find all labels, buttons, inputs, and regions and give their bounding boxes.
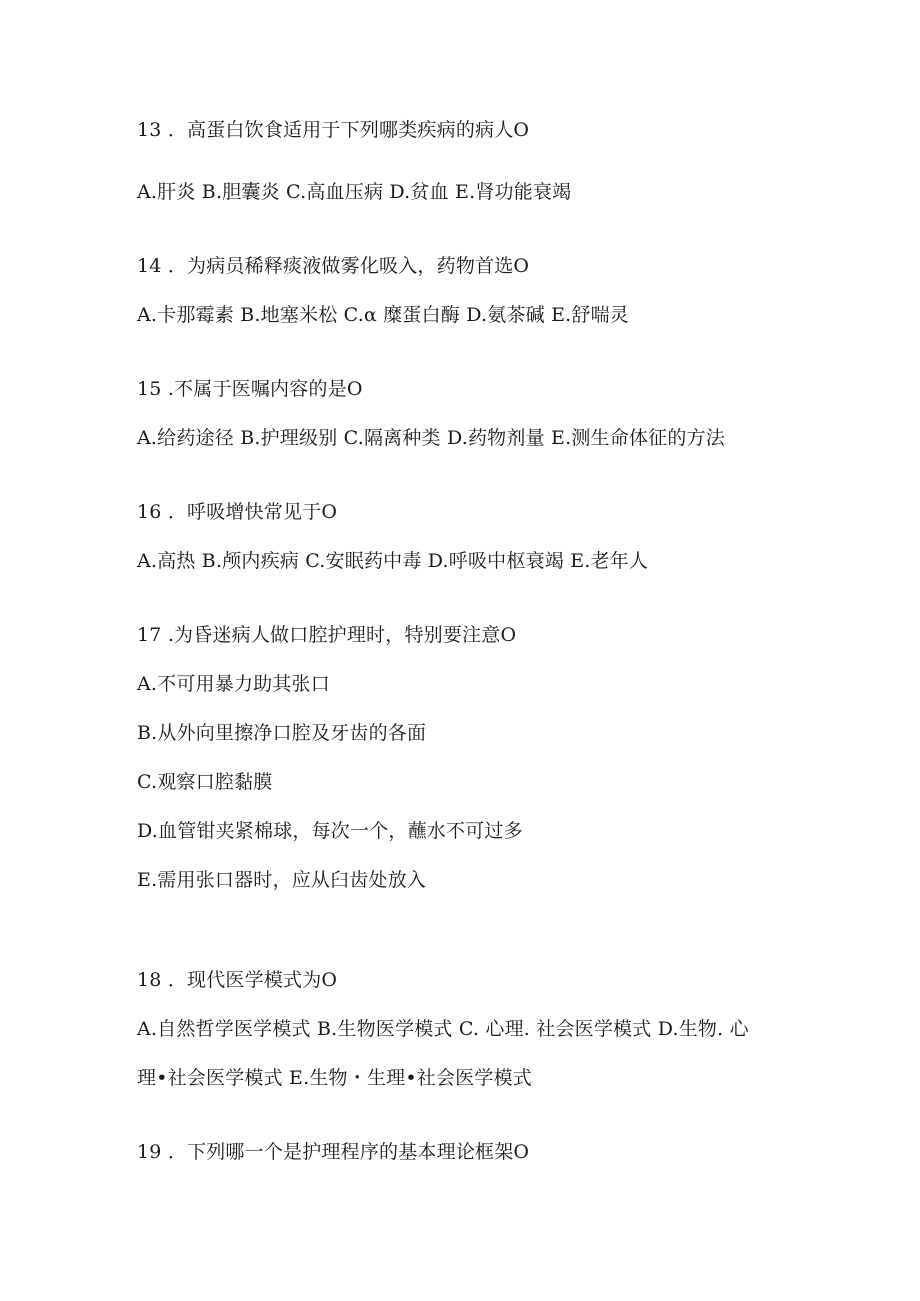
- question-19-stem: 19 ．下列哪一个是护理程序的基本理论框架O: [137, 1141, 530, 1163]
- question-17-option-b: B.从外向里擦净口腔及牙齿的各面: [137, 722, 427, 744]
- question-17-option-c: C.观察口腔黏膜: [137, 771, 273, 793]
- question-18-stem: 18 ．现代医学模式为O: [137, 969, 338, 991]
- question-18-options-line-1: A.自然哲学医学模式 B.生物医学模式 C. 心理. 社会医学模式 D.生物. 心: [137, 1018, 749, 1040]
- question-17-option-d: D.血管钳夹紧棉球，每次一个，蘸水不可过多: [137, 820, 523, 842]
- question-16-stem: 16 ．呼吸增快常见于O: [137, 501, 338, 523]
- question-17-option-a: A.不可用暴力助其张口: [137, 673, 330, 695]
- question-17-option-e: E.需用张口器时，应从臼齿处放入: [137, 869, 427, 891]
- question-13-options: A.肝炎 B.胆囊炎 C.高血压病 D.贫血 E.肾功能衰竭: [137, 181, 572, 203]
- question-16-options: A.高热 B.颅内疾病 C.安眠药中毒 D.呼吸中枢衰竭 E.老年人: [137, 550, 649, 572]
- question-15-options: A.给药途径 B.护理级别 C.隔离种类 D.药物剂量 E.测生命体征的方法: [137, 427, 725, 449]
- question-18-options-line-2: 理•社会医学模式 E.生物・生理•社会医学模式: [137, 1067, 532, 1089]
- question-17-stem: 17 .为昏迷病人做口腔护理时，特别要注意O: [137, 624, 517, 646]
- question-13-stem: 13 ．高蛋白饮食适用于下列哪类疾病的病人O: [137, 119, 530, 141]
- question-14-options: A.卡那霉素 B.地塞米松 C.α 糜蛋白酶 D.氨茶碱 E.舒喘灵: [137, 304, 629, 326]
- question-15-stem: 15 .不属于医嘱内容的是O: [137, 378, 363, 400]
- question-14-stem: 14 ．为病员稀释痰液做雾化吸入，药物首选O: [137, 255, 530, 277]
